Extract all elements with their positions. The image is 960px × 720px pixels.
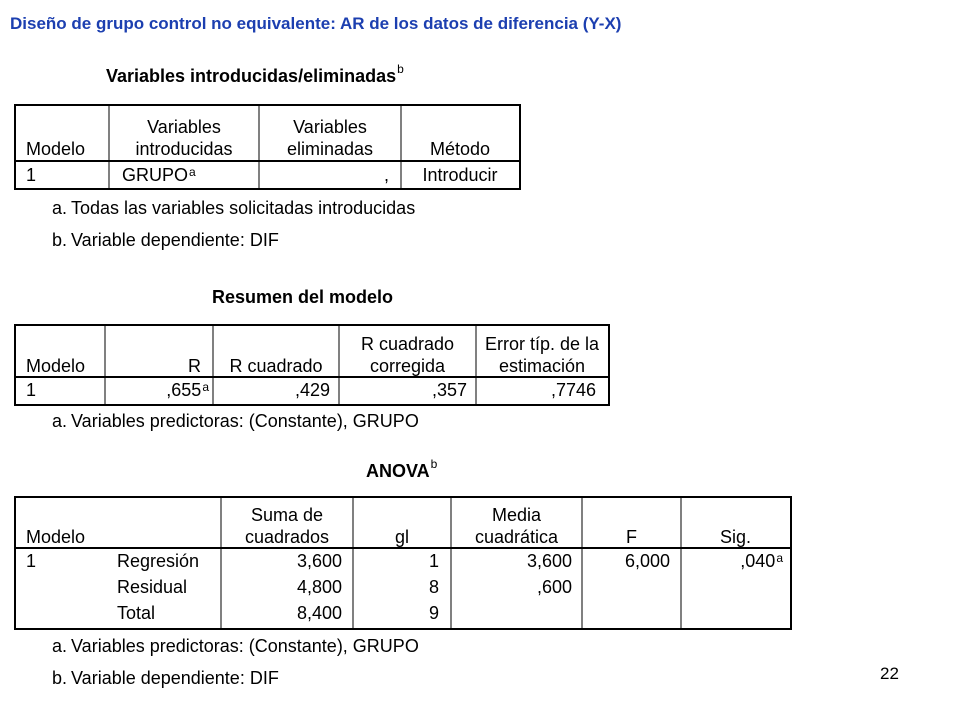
t2-header-err-1: Error típ. de la: [484, 334, 600, 354]
t3-header-mc-2: cuadrática: [474, 527, 559, 547]
t3-model-number: 1: [26, 551, 37, 571]
t1-row-modelo: 1: [26, 165, 37, 185]
t2-row-r2c: ,357: [431, 380, 467, 400]
t1-header-eliminadas-1: Variables: [293, 117, 367, 137]
t1-header-introducidas-2: introducidas: [135, 139, 233, 159]
t1-note-a: a. Todas las variables solicitadas introducidas: [52, 198, 416, 218]
t3-row-sig: ,040$^a$: [740, 551, 783, 571]
table3-box: [14, 496, 792, 630]
t3-row-ss: 4,800: [296, 577, 342, 597]
t2-header-modelo: Modelo: [26, 356, 86, 376]
t3-row-source: Regresión: [117, 551, 200, 571]
t3-header-ss-2: cuadrados: [244, 527, 330, 547]
t1-header-eliminadas-2: eliminadas: [286, 139, 374, 159]
t3-row-ss: 8,400: [296, 603, 342, 623]
t3-header-mc-1: Media: [491, 505, 542, 525]
table3-caption: ANOVA$^b$: [366, 457, 438, 481]
t3-header-f: F: [626, 527, 637, 547]
t2-header-r2c-2: corregida: [369, 356, 446, 376]
t3-row-gl: 8: [428, 577, 439, 597]
t3-row-mc: ,600: [536, 577, 572, 597]
t1-row-metodo: Introducir: [422, 165, 498, 185]
t1-header-modelo: Modelo: [26, 139, 86, 159]
table2-caption: Resumen del modelo: [212, 287, 394, 307]
t2-header-r2c-1: R cuadrado: [360, 334, 455, 354]
t2-row-err: ,7746: [550, 380, 596, 400]
t1-note-b: b. Variable dependiente: DIF: [52, 230, 279, 250]
t3-row-source: Total: [117, 603, 156, 623]
t2-header-r2: R cuadrado: [229, 356, 323, 376]
t1-row-introducidas: GRUPO$^a$: [122, 165, 196, 185]
t3-header-sig: Sig.: [719, 527, 752, 547]
t3-note-b: b. Variable dependiente: DIF: [52, 668, 279, 688]
t3-row-ss: 3,600: [296, 551, 342, 571]
t1-header-introducidas-1: Variables: [147, 117, 221, 137]
t2-row-r2: ,429: [294, 380, 330, 400]
table1-caption: Variables introducidas/eliminadas$^b$: [106, 62, 404, 86]
t3-row-gl: 9: [428, 603, 439, 623]
t1-row-eliminadas: ,: [383, 165, 389, 185]
t2-header-err-2: estimación: [498, 356, 586, 376]
t2-row-r: ,655$^a$: [166, 380, 209, 400]
t3-row-source: Residual: [117, 577, 188, 597]
table1-box: [14, 104, 521, 190]
t3-header-ss-1: Suma de: [250, 505, 324, 525]
t3-row-mc: 3,600: [526, 551, 572, 571]
t3-row-gl: 1: [428, 551, 439, 571]
table2-box: [14, 324, 610, 406]
slide-title: Diseño de grupo control no equivalente: AR de los datos de diferencia (Y-X): [10, 14, 622, 33]
t3-header-modelo: Modelo: [26, 527, 86, 547]
t2-row-modelo: 1: [26, 380, 37, 400]
t3-header-gl: gl: [394, 527, 409, 547]
t2-note-a: a. Variables predictoras: (Constante), GRUPO: [52, 411, 419, 431]
page-number: 22: [880, 664, 899, 683]
t1-header-metodo: Método: [429, 139, 491, 159]
t3-note-a: a. Variables predictoras: (Constante), GRUPO: [52, 636, 419, 656]
t3-row-f: 6,000: [624, 551, 670, 571]
t2-header-r: R: [188, 356, 201, 376]
